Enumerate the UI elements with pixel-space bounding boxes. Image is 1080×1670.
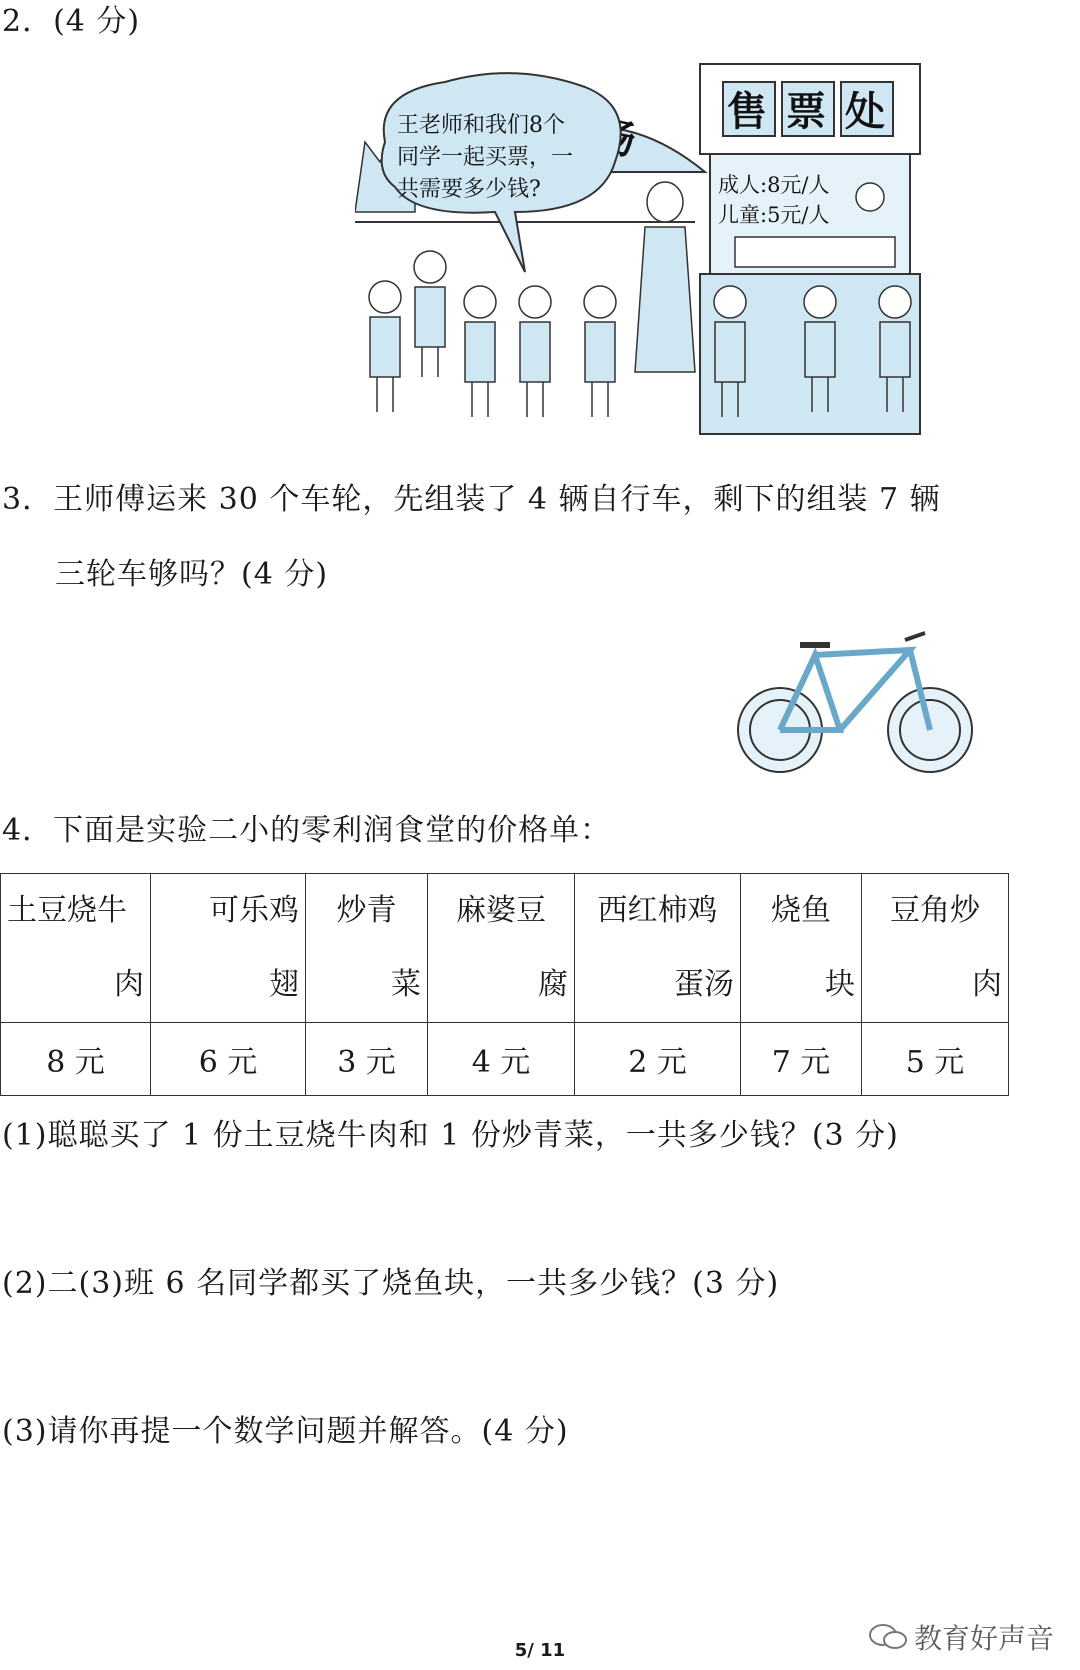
question-4-sub-2: (2)二(3)班 6 名同学都买了烧鱼块，一共多少钱？(3 分) (2, 1266, 780, 1301)
dish-name-line-1: 西红柿鸡 (597, 893, 718, 928)
price-cell: 3 元 (306, 1023, 428, 1096)
question-2-label: 2．(4 分) (2, 4, 141, 39)
price-table-price-row (1, 1023, 1009, 1096)
price-cell: 4 元 (428, 1023, 575, 1096)
dish-name-line-2: 肉 (972, 967, 1002, 1002)
dish-name-line-1: 可乐鸡 (209, 893, 299, 928)
question-4-sub-3: (3)请你再提一个数学问题并解答。(4 分) (2, 1414, 569, 1449)
bubble-line-3: 共需要多少钱? (397, 177, 541, 202)
price-cell: 8 元 (1, 1023, 151, 1096)
dish-cell (151, 874, 306, 1023)
question-3-line-2: 三轮车够吗？(4 分) (55, 557, 329, 592)
booth-char-3: 处 (845, 88, 885, 135)
dish-cell (428, 874, 575, 1023)
adult-price: 成人:8元/人 (718, 173, 830, 197)
price-table (0, 873, 1009, 1096)
dish-name-line-2: 菜 (391, 967, 421, 1002)
dish-name-line-1: 烧鱼 (771, 893, 831, 928)
dish-cell (306, 874, 428, 1023)
price-table-name-row (1, 874, 1009, 1023)
dish-name-line-1: 麻婆豆 (456, 893, 546, 928)
question-3-line-1: 3．王师傅运来 30 个车轮，先组装了 4 辆自行车，剩下的组装 7 辆 (2, 482, 941, 517)
child-price: 儿童:5元/人 (718, 203, 830, 227)
price-cell: 5 元 (862, 1023, 1009, 1096)
dish-cell (862, 874, 1009, 1023)
booth-char-1: 售 (727, 88, 767, 135)
dish-name-line-2: 蛋汤 (674, 967, 734, 1002)
dish-name-line-2: 翅 (269, 967, 299, 1002)
page-number: 5/ 11 (514, 1640, 566, 1661)
dish-cell (741, 874, 862, 1023)
dish-name-line-2: 肉 (114, 967, 144, 1002)
bubble-line-1: 王老师和我们8个 (397, 113, 565, 138)
dish-name-line-1: 豆角炒 (890, 893, 980, 928)
price-cell: 6 元 (151, 1023, 306, 1096)
question-4-intro: 4．下面是实验二小的零利润食堂的价格单： (2, 813, 612, 848)
bubble-line-2: 同学一起买票，一 (397, 145, 574, 170)
booth-char-2: 票 (786, 88, 826, 135)
dish-name-line-1: 土豆烧牛 (7, 893, 127, 928)
price-cell: 2 元 (575, 1023, 741, 1096)
dish-cell (1, 874, 151, 1023)
question-4-sub-1: (1)聪聪买了 1 份土豆烧牛肉和 1 份炒青菜，一共多少钱？(3 分) (2, 1118, 899, 1153)
ticket-office-illustration (355, 62, 985, 462)
dish-name-line-2: 块 (825, 967, 855, 1002)
dish-name-line-2: 腐 (538, 967, 568, 1002)
watermark-text: 教育好声音 (914, 1622, 1055, 1655)
dish-cell (575, 874, 741, 1023)
price-cell: 7 元 (741, 1023, 862, 1096)
dish-name-line-1: 炒青 (336, 893, 397, 928)
bicycle-illustration (735, 625, 980, 785)
